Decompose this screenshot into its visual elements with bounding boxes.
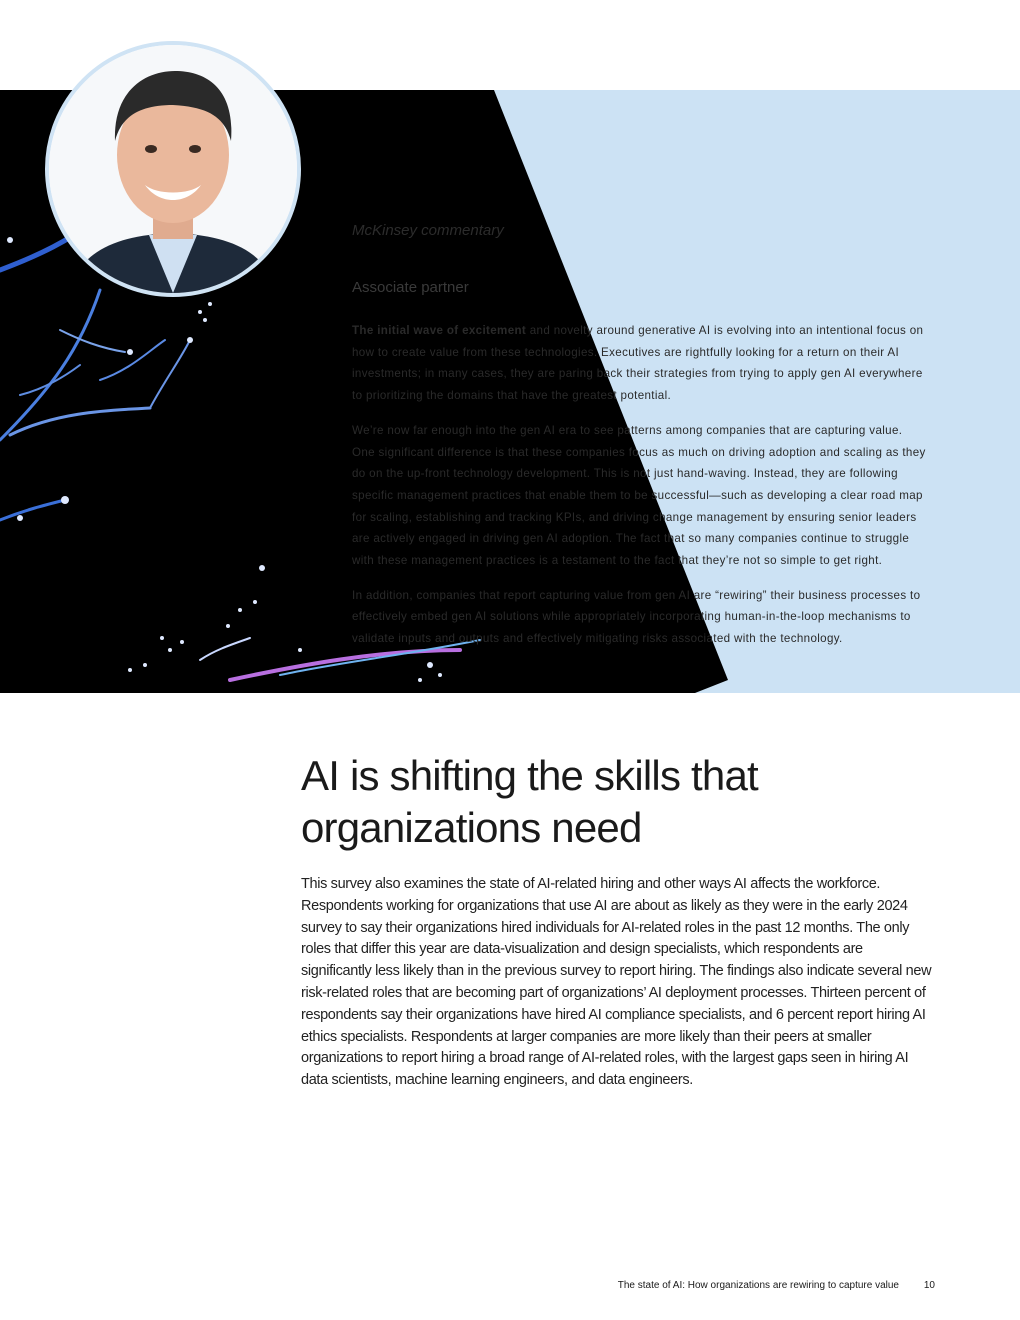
commentary-paragraph-1-text: and novelty around generative AI is evolving into an intentional focus on how to create value from these technologies. Executives are rightfully looking for a return on their AI investments; in many cases, they are paring back their strategies from trying to apply gen AI everywhere to prioritizing the domains that have the greatest potential. bbox=[352, 324, 924, 403]
page-number: 10 bbox=[923, 1280, 935, 1291]
author-portrait-image bbox=[49, 45, 297, 293]
section-body-paragraph: This survey also examines the state of AI-related hiring and other ways AI affects the workforce. Respondents working for organizations that use AI are about as likely as they were in the early 2024 survey to say their organizations hired individuals for AI-related roles in the past 12 months. The only roles that differ this year are data-visualization and design specialists, which respondents are significantly less likely than in the previous survey to report hiring. The findings also indicate several new risk-related roles that are becoming part of organizations’ AI deployment processes. Thirteen percent of respondents say their organizations have hired AI compliance specialists, and 6 percent report hiring AI ethics specialists. Respondents at larger companies are more likely than their peers at smaller organizations to report hiring a broad range of AI-related roles, with the largest gaps seen in hiring AI data scientists, machine learning engineers, and data engineers. bbox=[301, 876, 932, 1089]
commentary-lead-in: The initial wave of excitement bbox=[352, 324, 527, 337]
commentary-paragraph-2: We’re now far enough into the gen AI era to see patterns among companies that are capturing value. One significant difference is that these companies focus as much on driving adoption and scaling as they do on the up-front technology development. This is not just hand-waving. Instead, they are following specific management practices that enable them to be successful—such as developing a clear road map for scaling, establishing and tracking KPIs, and driving change management by ensuring senior leaders are actively engaged in driving gen AI adoption. The fact that so many companies continue to struggle with these management practices is a testament to the fact that they’re not so simple to get right. bbox=[352, 423, 926, 568]
commentary-block bbox=[352, 222, 927, 663]
commentary-paragraph-3: In addition, companies that report capturing value from gen AI are “rewiring” their business processes to effectively embed gen AI solutions while appropriately incorporating human-in-the-loop mechanisms to validate inputs and outputs and effectively mitigating risks associated with the technology. bbox=[352, 588, 921, 646]
footer-report-title: The state of AI: How organizations are rewiring to capture value bbox=[617, 1280, 899, 1291]
commentary-kicker: McKinsey commentary bbox=[352, 222, 504, 239]
author-role: Associate partner bbox=[352, 279, 469, 296]
author-portrait bbox=[45, 41, 301, 297]
commentary-paragraph-1 bbox=[352, 320, 927, 407]
page-footer bbox=[540, 1280, 935, 1296]
section-heading: AI is shifting the skills that organizations need bbox=[301, 752, 758, 851]
